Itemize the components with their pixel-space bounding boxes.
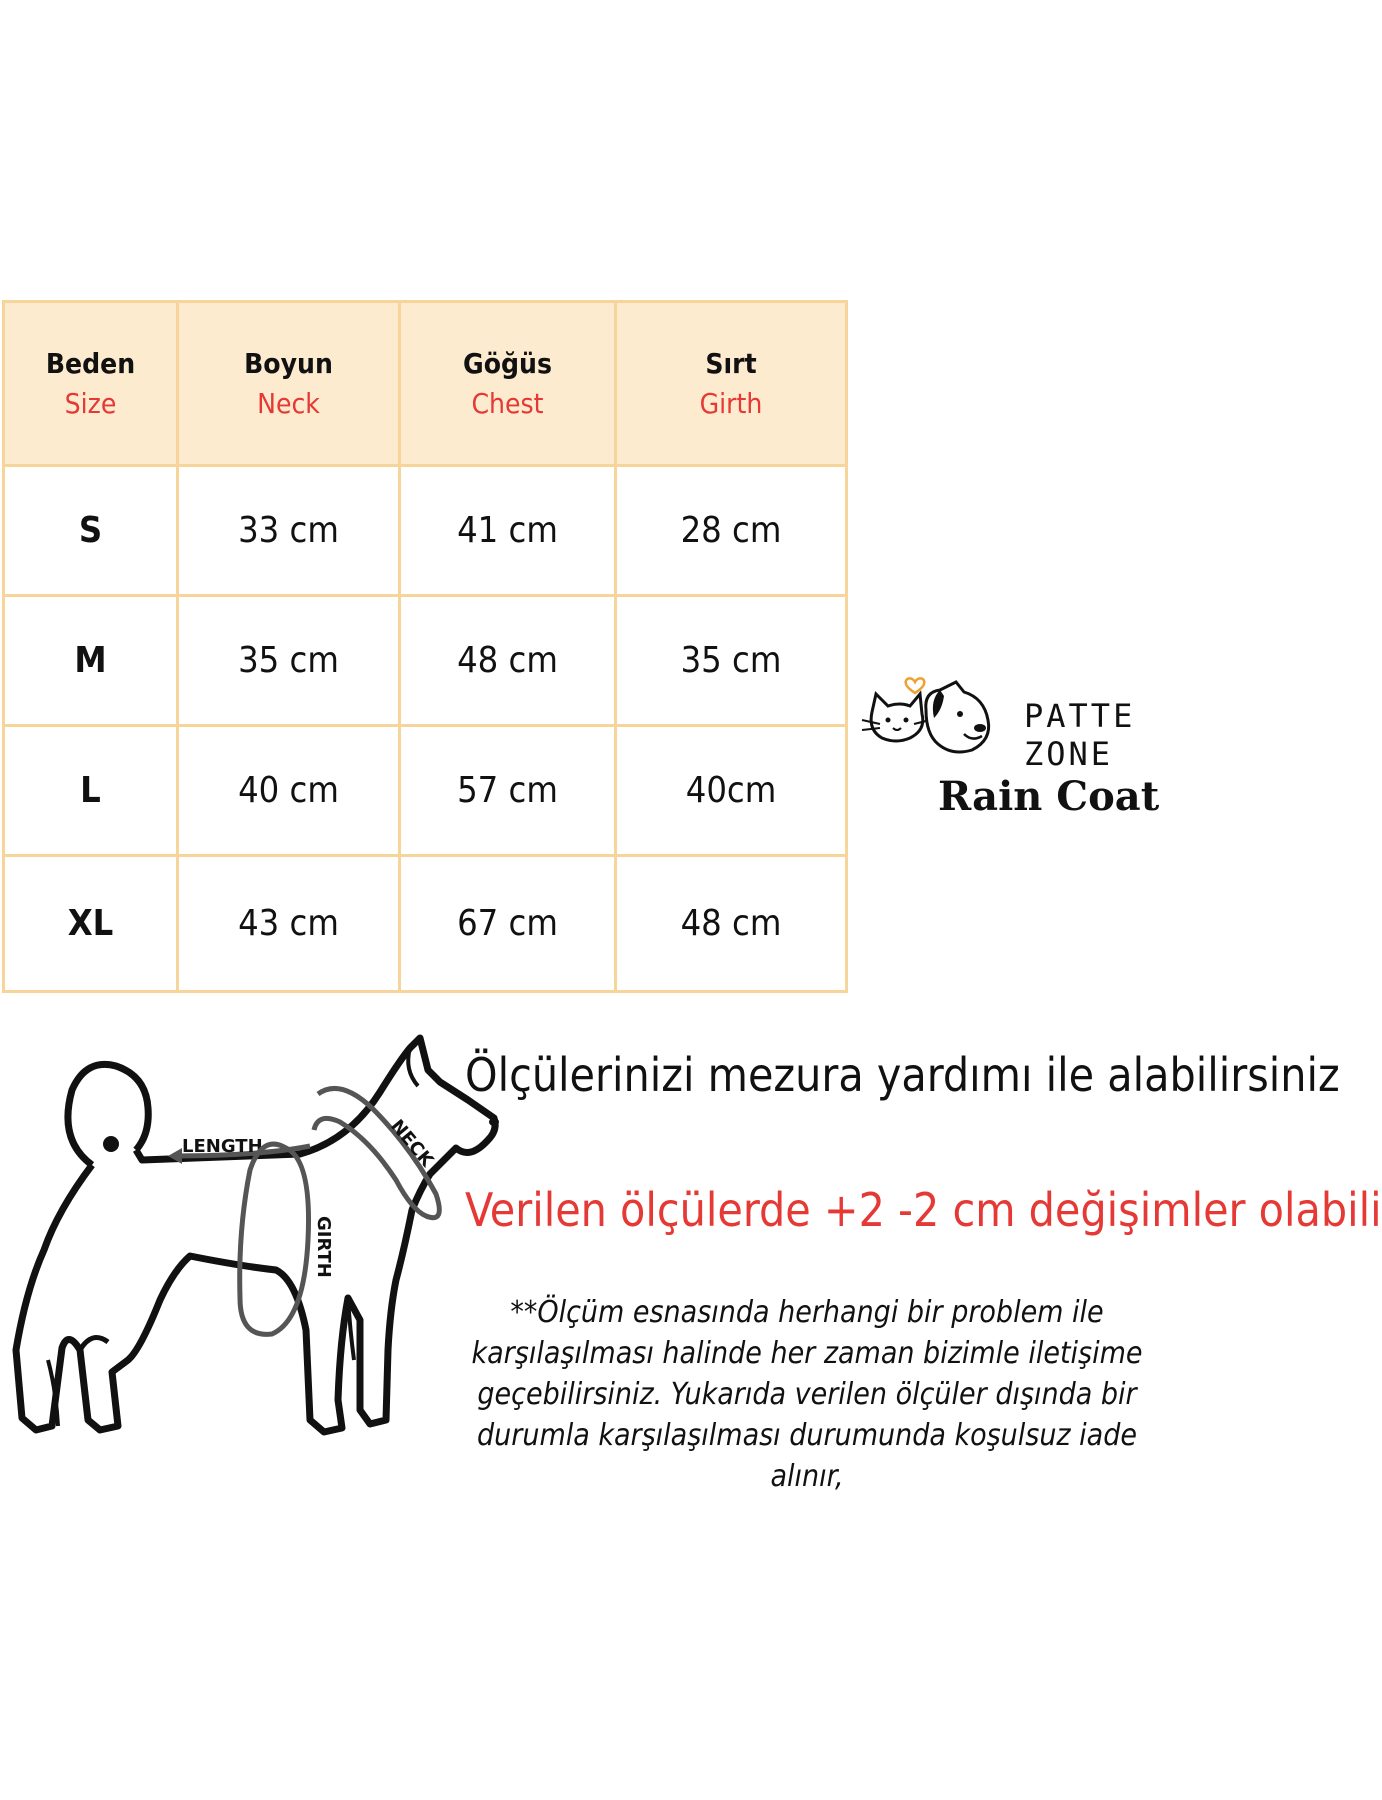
header-chest-tr: Göğüs xyxy=(463,346,552,380)
header-girth-en: Girth xyxy=(699,386,763,420)
cell-neck: 35 cm xyxy=(178,596,400,726)
cell-girth: 35 cm xyxy=(616,596,847,726)
header-neck-en: Neck xyxy=(257,386,320,420)
header-neck xyxy=(178,302,400,466)
table-row xyxy=(4,856,847,992)
table-row xyxy=(4,726,847,856)
cell-girth: 28 cm xyxy=(616,466,847,596)
neck-label: NECK xyxy=(386,1115,438,1171)
header-size xyxy=(4,302,178,466)
table-row xyxy=(4,466,847,596)
header-chest xyxy=(400,302,616,466)
tolerance-warning: Verilen ölçülerde +2 -2 cm değişimler olabili xyxy=(465,1183,1382,1237)
dog-body-outline xyxy=(16,1038,495,1432)
length-label: LENGTH xyxy=(182,1136,263,1157)
cell-girth: 40cm xyxy=(616,726,847,856)
header-size-en: Size xyxy=(64,386,117,420)
table-row xyxy=(4,596,847,726)
header-chest-en: Chest xyxy=(471,386,544,420)
cell-size: S xyxy=(4,466,178,596)
header-neck-tr: Boyun xyxy=(244,346,333,380)
cell-neck: 43 cm xyxy=(178,856,400,992)
cell-neck: 33 cm xyxy=(178,466,400,596)
cell-girth: 48 cm xyxy=(616,856,847,992)
cell-chest: 41 cm xyxy=(400,466,616,596)
cell-chest: 48 cm xyxy=(400,596,616,726)
cell-neck: 40 cm xyxy=(178,726,400,856)
dog-measurement-diagram xyxy=(0,1030,520,1470)
size-chart-table xyxy=(2,300,848,993)
header-size-tr: Beden xyxy=(45,346,136,380)
cell-chest: 57 cm xyxy=(400,726,616,856)
measure-instruction: Ölçülerinizi mezura yardımı ile alabilirsiniz xyxy=(465,1048,1340,1102)
header-girth xyxy=(616,302,847,466)
brand-name: PATTE ZONE xyxy=(1024,697,1136,773)
header-girth-tr: Sırt xyxy=(705,346,757,380)
cell-size: XL xyxy=(4,856,178,992)
table-header-row xyxy=(4,302,847,466)
cell-size: L xyxy=(4,726,178,856)
cell-chest: 67 cm xyxy=(400,856,616,992)
cell-size: M xyxy=(4,596,178,726)
product-name: Rain Coat xyxy=(938,773,1160,820)
girth-label: GIRTH xyxy=(313,1216,334,1278)
girth-loop xyxy=(240,1144,309,1334)
return-policy-note: **Ölçüm esnasında herhangi bir problem ile karşılaşılması halinde her zaman bizimle iletişime geçebilirsiniz. Yukarıda verilen ölçüler dışında bir durumla karşılaşılması durumunda koşulsuz iade alınır, xyxy=(471,1295,1143,1494)
cat-and-dog-logo-icon xyxy=(860,670,1020,770)
